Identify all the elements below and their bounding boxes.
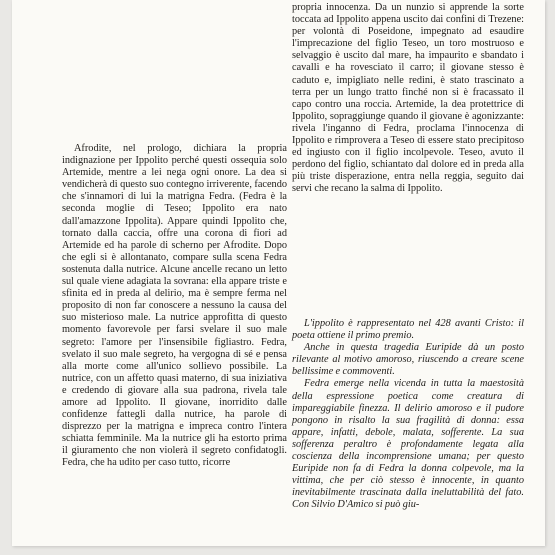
left-text-column bbox=[62, 143, 287, 470]
book-page bbox=[12, 0, 545, 546]
critical-notes-section bbox=[292, 318, 524, 512]
notes-paragraph-3: Fedra emerge nella vicenda in tutta la maestosità della espressione poetica come creatura di impareggiabile finezza. Il delirio amoroso e il pudore pongono in risalto la sua fragilità di donna: essa appare, infatti, debole, malata, sofferente. La sua sofferenza peraltro è profondamente legata alla coscienza della incomprensione umana; per questo Euripide non fa di Fedra la donna colpevole, ma la vittima, che per ciò stesso è innocente, in quanto inevitabilmente trascinata dalla ineluttabilità del fato. Con Silvio D'Amico si può giu- bbox=[292, 378, 524, 511]
plot-summary-paragraph: Afrodite, nel prologo, dichiara la propria indignazione per Ippolito perché questi ossequia solo Artemide, mentre a lei nega ogni onore. La dea si vendicherà di questo suo contegno irriverente, facendo che s'innamori di lui la matrigna Fedra. (Fedra è la seconda moglie di Teseo; Ippolito era nato dall'amazzone Ippolita). Appare quindi Ippolito che, tornato dalla caccia, offre una corona di fiori ad Artemide ed ha parole di scherno per Afrodite. Dopo che egli si è allontanato, compare sulla scena Fedra sostenuta dalla nutrice. Alcune ancelle recano un letto sul quale viene adagiata la sovrana: ella appare triste e sfinita ed in preda al delirio, ma è sempre ferma nel proposito di non far conoscere a nessuno la causa del suo misterioso male. La nutrice approfitta di questo momento favorevole per farsi svelare il suo male segreto: l'amore per l'insensibile figliastro. Fedra, svelato il suo male segreto, ha vergogna di sé e pensa alla morte come all'unico sollievo possibile. La nutrice, con un affetto quasi materno, di sua iniziativa e credendo di giovare alla sua padrona, rivela tale amore ad Ippolito. Il giovane, inorridito dalle confidenze fattegli dalla nutrice, ha parole di disprezzo per la matrigna e impreca contro l'intera schiatta femminile. Ma la nutrice gli ha estorto prima il giuramento che non violerà il segreto confidatogli. Fedra, che ha udito per caso tutto, ricorre bbox=[62, 143, 287, 469]
notes-paragraph-2: Anche in questa tragedia Euripide dà un posto rilevante al motivo amoroso, riuscendo a creare scene bellissime e commoventi. bbox=[292, 342, 524, 378]
right-text-column bbox=[292, 2, 524, 196]
notes-paragraph-1: L'ippolito è rappresentato nel 428 avanti Cristo: il poeta ottiene il primo premio. bbox=[292, 318, 524, 342]
plot-continuation-paragraph: propria innocenza. Da un nunzio si apprende la sorte toccata ad Ippolito appena uscito dai confini di Trezene: per volontà di Poseidone, impegnato ad esaudire l'imprecazione del figlio Teseo, un toro mostruoso e selvaggio è uscito dal mare, ha impaurito e sbandato i cavalli e ha rovesciato il carro; il giovane stesso è caduto e, impigliato nelle redini, è stato trascinato a terra per un lungo tratto finché non si è fracassato il capo contro una roccia. Artemide, la dea protettrice di Ippolito, sopraggiunge quando il giovane è agonizzante: rivela l'inganno di Fedra, proclama l'innocenza di Ippolito e rimprovera a Teseo di essere stato precipitoso ed ingiusto con il figlio incolpevole. Teseo, avuto il perdono del figlio, schiantato dal dolore ed in preda alla più triste disperazione, entra nella reggia, seguito dai servi che recano la salma di Ippolito. bbox=[292, 2, 524, 195]
